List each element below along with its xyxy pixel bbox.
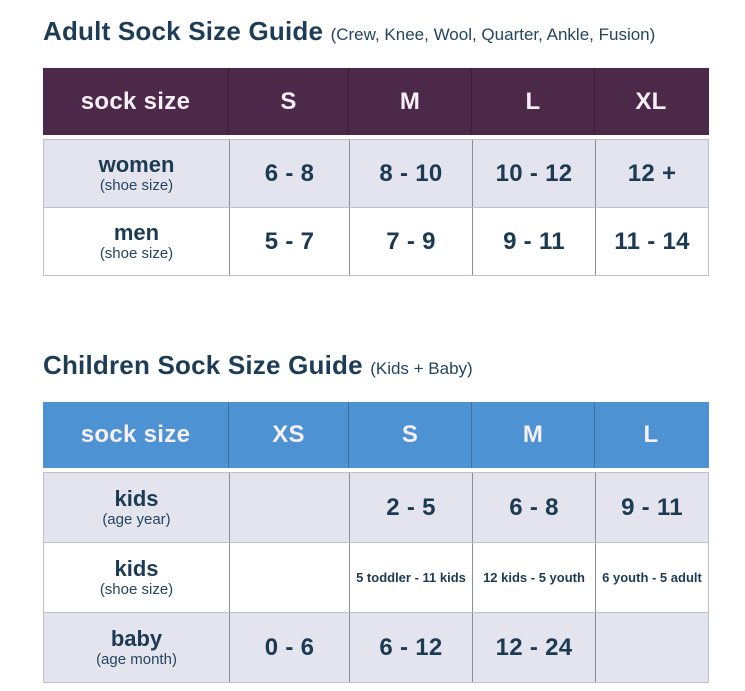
value-cell-s <box>229 140 349 207</box>
value-text: 12 kids - 5 youth <box>483 570 585 585</box>
value-text: 6 - 8 <box>509 493 559 521</box>
value-cell-s <box>349 473 472 542</box>
row-sublabel: (shoe size) <box>99 580 174 598</box>
row-label: men <box>113 219 160 245</box>
children-guide-title <box>43 350 745 384</box>
value-cell-m <box>472 613 595 682</box>
value-cell-l <box>472 140 595 207</box>
adult-row-women-0 <box>44 140 708 207</box>
value-cell-l <box>595 473 708 542</box>
children-guide-section <box>43 350 745 683</box>
children-header-cell-m: M <box>471 402 594 468</box>
children-guide-title-text: Children Sock Size Guide <box>43 350 363 380</box>
row-label: baby <box>110 625 163 651</box>
row-label-cell <box>44 613 229 682</box>
adult-row-men-1 <box>44 207 708 275</box>
value-text: 2 - 5 <box>386 493 436 521</box>
row-sublabel: (shoe size) <box>99 176 174 194</box>
value-cell-l <box>472 208 595 275</box>
row-label-cell <box>44 208 229 275</box>
value-cell-xs <box>229 543 349 612</box>
row-sublabel: (shoe size) <box>99 244 174 262</box>
children-row-kids-0 <box>44 473 708 542</box>
value-cell-m <box>349 208 472 275</box>
row-sublabel: (age month) <box>96 650 177 668</box>
value-cell-m <box>472 543 595 612</box>
adult-table-header-row <box>43 68 709 135</box>
children-table-body <box>43 472 709 683</box>
value-cell-xl <box>595 208 708 275</box>
value-text: 5 toddler - 11 kids <box>356 570 466 585</box>
adult-header-cell-xl: XL <box>594 68 707 135</box>
children-header-cell-xs: XS <box>228 402 348 468</box>
value-text: 5 - 7 <box>264 227 315 255</box>
adult-guide-section <box>43 16 745 276</box>
value-text: 10 - 12 <box>495 159 573 187</box>
value-text: 7 - 9 <box>386 227 436 255</box>
children-header-cell-label: sock size <box>80 421 191 448</box>
children-row-baby-2 <box>44 612 708 682</box>
row-label: women <box>98 151 175 177</box>
adult-guide-subtitle: (Crew, Knee, Wool, Quarter, Ankle, Fusion) <box>330 25 656 44</box>
value-text: 6 - 8 <box>264 159 315 187</box>
value-cell-m <box>472 473 595 542</box>
children-guide-subtitle: (Kids + Baby) <box>370 359 473 378</box>
value-cell-s <box>229 208 349 275</box>
adult-header-cell-s: S <box>228 68 348 135</box>
children-header-cell-s: S <box>348 402 471 468</box>
children-row-kids-1 <box>44 542 708 612</box>
value-cell-xs <box>229 613 349 682</box>
row-label: kids <box>114 485 159 511</box>
value-text: 0 - 6 <box>264 633 315 661</box>
value-cell-l <box>595 543 708 612</box>
value-text: 6 youth - 5 adult <box>602 570 702 585</box>
adult-header-cell-label: sock size <box>80 87 191 115</box>
adult-size-table <box>43 68 709 276</box>
value-text: 11 - 14 <box>614 227 690 255</box>
value-cell-s <box>349 613 472 682</box>
row-label-cell <box>44 473 229 542</box>
value-cell-l <box>595 613 708 682</box>
value-text: 9 - 11 <box>503 227 565 255</box>
value-text: 6 - 12 <box>379 633 443 661</box>
value-text: 12 - 24 <box>495 633 573 661</box>
children-header-cell-l: L <box>594 402 707 468</box>
value-cell-s <box>349 543 472 612</box>
value-text: 8 - 10 <box>379 159 443 187</box>
value-cell-xs <box>229 473 349 542</box>
adult-header-cell-m: M <box>348 68 471 135</box>
value-text: 12 + <box>627 159 677 187</box>
adult-guide-title <box>43 16 745 50</box>
row-label-cell <box>44 543 229 612</box>
row-sublabel: (age year) <box>102 510 171 528</box>
value-cell-m <box>349 140 472 207</box>
adult-table-body <box>43 139 709 276</box>
adult-guide-title-text: Adult Sock Size Guide <box>43 16 324 46</box>
value-text: 9 - 11 <box>621 493 683 521</box>
row-label: kids <box>114 555 159 581</box>
adult-header-cell-l: L <box>471 68 594 135</box>
value-cell-xl <box>595 140 708 207</box>
row-label-cell <box>44 140 229 207</box>
children-table-header-row <box>43 402 709 468</box>
children-size-table <box>43 402 709 683</box>
